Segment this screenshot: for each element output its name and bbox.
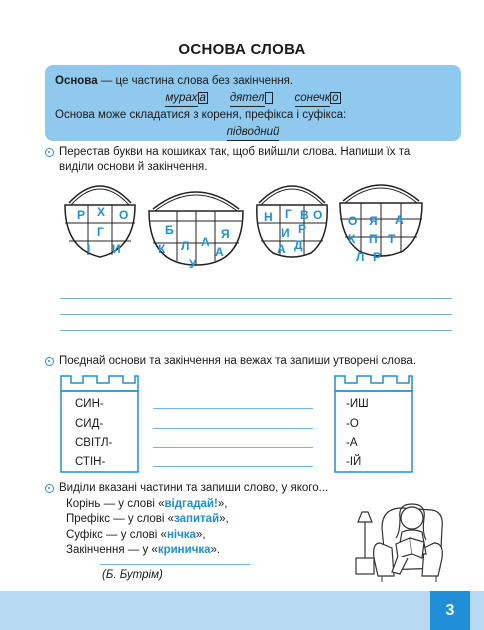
basket4-letter: О [348,214,358,228]
basket4-letter: Л [356,250,365,264]
example-stem-3: сонечк [295,90,331,107]
task1-text-line2: виділи основи й закінчення. [59,161,208,173]
girl-reading-illustration [352,488,447,583]
basket3-letter: О [313,208,323,222]
basket4-letter: А [395,213,404,227]
task3-line-suffix: ». [210,544,221,556]
task3-line-prefix: Суфікс — у слові « [66,528,167,541]
basket2-letter: Л [181,239,190,253]
rule-line-1 [55,73,451,89]
task3-highlight-word: відгадай! [164,497,218,510]
basket3-letter: Г [285,207,292,221]
basket2-letter: Я [221,227,230,241]
basket1-letter: І [87,242,91,256]
basket2-letter: К [158,242,166,256]
task3-marker-icon [45,484,54,493]
task1-marker-icon [45,148,54,157]
ending-item: -О [346,418,359,430]
basket4-letter: К [348,232,356,246]
basket2-letter: Б [165,223,174,237]
answer-line[interactable] [153,408,313,409]
task3-highlight-word: криничка [157,544,211,556]
basket3-letter: Н [264,210,273,224]
rule-line-2: Основа може складатися з кореня, префікса і суфікса: [55,109,347,121]
example-ending-3: о [332,91,339,104]
page-title: ОСНОВА СЛОВА [178,41,306,58]
author-line [100,564,250,565]
basket1-letter: Р [77,208,86,222]
page-number: 3 [430,591,470,630]
task3-highlight-word: нічка [166,528,196,541]
writing-line[interactable] [60,330,452,331]
basket3-letter: А [277,242,286,256]
example-word-2 [230,90,273,107]
footer-band [0,591,484,630]
basket1-letter: И [112,242,121,256]
basket2-letter: А [201,235,210,249]
rule-example-2 [55,124,451,141]
rule-definition: — це частина слова без закінчення. [97,75,294,87]
baskets-area [55,175,435,271]
basket4-letter: П [369,232,378,246]
example-word-3 [295,90,341,107]
task3-line [59,543,328,559]
basket2-letter: У [189,257,197,271]
stem-item: СИД- [75,418,104,430]
task3-line [59,512,328,528]
ending-item: -ИШ [346,398,369,410]
stem-item: СВІТЛ- [75,437,113,449]
basket3-letter: Д [294,238,303,252]
task3-highlight-word: запитай [174,513,220,525]
task1-text [59,145,410,175]
task3-line-prefix: Префікс — у слові « [66,513,175,525]
basket1-letter: Х [97,205,106,219]
basket3-letter: В [300,208,309,222]
example2-word: підводний [227,124,280,141]
task3-line [59,528,328,544]
task3-line [59,497,328,513]
example-stem-1: мурах [165,90,197,107]
answer-line[interactable] [153,428,313,429]
answer-line[interactable] [153,447,313,448]
ending-item: -ІЙ [346,456,362,468]
example-ending-2 [265,92,273,104]
task2-text: Поєднай основи та закінчення на вежах та запиши утворені слова. [59,355,417,367]
task3-line-suffix: », [217,497,228,510]
rule-term: Основа [55,75,98,87]
ending-item: -А [346,437,358,449]
task3-line-suffix: », [219,513,229,525]
basket4-letter: Р [373,250,382,264]
rule-examples [55,90,451,107]
writing-line[interactable] [60,314,452,315]
basket1-letter: О [119,208,129,222]
basket3-letter: И [281,226,290,240]
task3-line-prefix: Корінь — у слові « [66,497,165,510]
stem-item: СТІН- [75,456,106,468]
basket2-letter: А [215,245,224,259]
task1-text-line1: Перестав букви на кошиках так, щоб вийшли слова. Напиши їх та [59,146,411,158]
basket3-letter: Р [298,222,307,236]
stem-item: СИН- [75,398,104,410]
basket4-letter: Т [388,232,396,246]
task3-text [59,481,328,559]
poem-author: (Б. Бутрім) [102,569,163,581]
example-stem-2: дятел [230,90,265,107]
writing-line[interactable] [60,298,452,299]
basket4-letter: Я [369,214,378,228]
task3-line-suffix: », [195,528,206,541]
task3-line-prefix: Закінчення — у « [66,544,158,556]
rule-box [45,65,461,141]
task3-intro: Виділи вказані частини та запиши слово, у якого... [59,482,329,494]
example-word-1 [165,90,207,107]
example-ending-1: а [199,91,206,104]
answer-line[interactable] [153,466,313,467]
basket1-letter: Г [97,225,104,239]
task2-marker-icon [45,357,54,366]
